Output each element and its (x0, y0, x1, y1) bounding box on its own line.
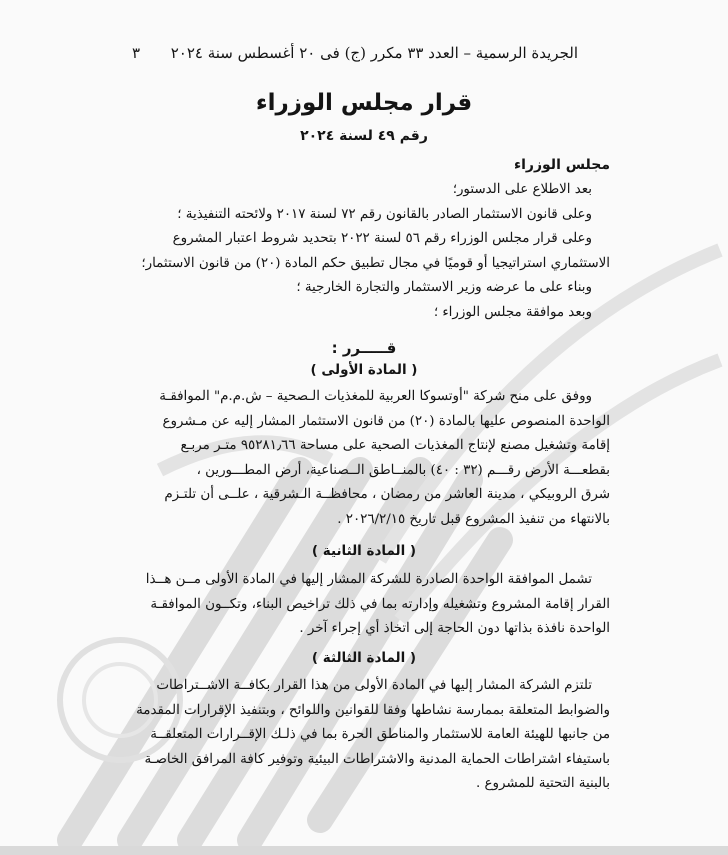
article-1-body (112, 385, 610, 532)
article-3-body (112, 674, 610, 797)
page-number: ٣ (132, 44, 141, 62)
article-2-title: ( المادة الثانية ) (311, 543, 417, 559)
gazette-header: الجريدة الرسمية – العدد ٣٣ مكرر (ج) فى ٢٠ أغسطس سنة ٢٠٢٤ (170, 44, 578, 62)
preamble (112, 178, 610, 325)
decree-number: رقم ٤٩ لسنة ٢٠٢٤ (300, 128, 428, 144)
preamble-line: الاستثماري استراتيجيا أو قوميًا في مجال تطبيق حكم المادة (٢٠) من قانون الاستثمار؛ (141, 255, 610, 271)
preamble-line: وعلى قانون الاستثمار الصادر بالقانون رقم ٧٢ لسنة ٢٠١٧ ولائحته التنفيذية ؛ (177, 206, 592, 222)
preamble-line: وبناء على ما عرضه وزير الاستثمار والتجارة الخارجية ؛ (296, 280, 592, 295)
article-1-title: ( المادة الأولى ) (310, 362, 418, 378)
article-line: إقامة وتشغيل مصنع لإنتاج المغذيات الصحية على مساحة ٩٥٢٨١٫٦٦ متـر مربـع (180, 438, 610, 453)
article-line: ووفق على منح شركة "أوتسوكا العربية للمغذيات الـصحية – ش.م.م" الموافقـة (159, 389, 592, 404)
article-line: بالانتهاء من تنفيذ المشروع قبل تاريخ ٢٠٢٦/٢/١٥ . (337, 511, 610, 527)
article-line: باستيفاء اشتراطات الحماية المدنية والاشتراطات البيئية وتوفير كافة المرافق الخاصـة (144, 751, 610, 767)
page-bottom-edge (0, 846, 728, 855)
article-line: تشمل الموافقة الواحدة الصادرة للشركة المشار إليها في المادة الأولى مــن هــذا (145, 572, 592, 587)
article-line: القرار إقامة المشروع وتشغيله وإدارته بما في ذلك تراخيص البناء، وتكــون الموافقـة (150, 596, 610, 612)
preamble-line: بعد الاطلاع على الدستور؛ (452, 182, 592, 197)
article-line: الواحدة نافذة بذاتها دون الحاجة إلى اتخاذ أي إجراء آخر . (299, 621, 610, 636)
article-line: بقطعـــة الأرض رقـــم (٣٢ : ٤٠) بالمنــاطق الــصناعية، أرض المطـــورين ، (196, 462, 610, 478)
issuer-heading: مجلس الوزراء (513, 157, 610, 173)
page-title: قرار مجلس الوزراء (255, 90, 473, 116)
preamble-line: وعلى قرار مجلس الوزراء رقم ٥٦ لسنة ٢٠٢٢ بتحديد شروط اعتبار المشروع (172, 231, 592, 246)
preamble-line: وبعد موافقة مجلس الوزراء ؛ (433, 304, 592, 320)
decides-heading: قـــــرر : (331, 339, 397, 357)
article-3-title: ( المادة الثالثة ) (311, 650, 417, 666)
article-line: بالبنية التحتية للمشروع . (475, 776, 610, 791)
article-line: والضوابط المتعلقة بممارسة نشاطها وفقا للقوانين واللوائح ، وبتنفيذ الإقرارات المقدمة (136, 702, 610, 718)
article-line: شرق الروبيكي ، مدينة العاشر من رمضان ، محافظــة الـشرقية ، علــى أن تلتـزم (164, 487, 610, 502)
article-2-body (112, 568, 610, 642)
article-line: تلتزم الشركة المشار إليها في المادة الأولى من هذا القرار بكافــة الاشــتراطات (156, 678, 592, 693)
article-line: من جانبها للهيئة العامة للاستثمار والمناطق الحرة بما في ذلـك الإقــرارات المتعلقــة (150, 727, 610, 742)
article-line: الواحدة المنصوص عليها بالمادة (٢٠) من قانون الاستثمار المشار إليه عن مـشروع (162, 413, 610, 429)
